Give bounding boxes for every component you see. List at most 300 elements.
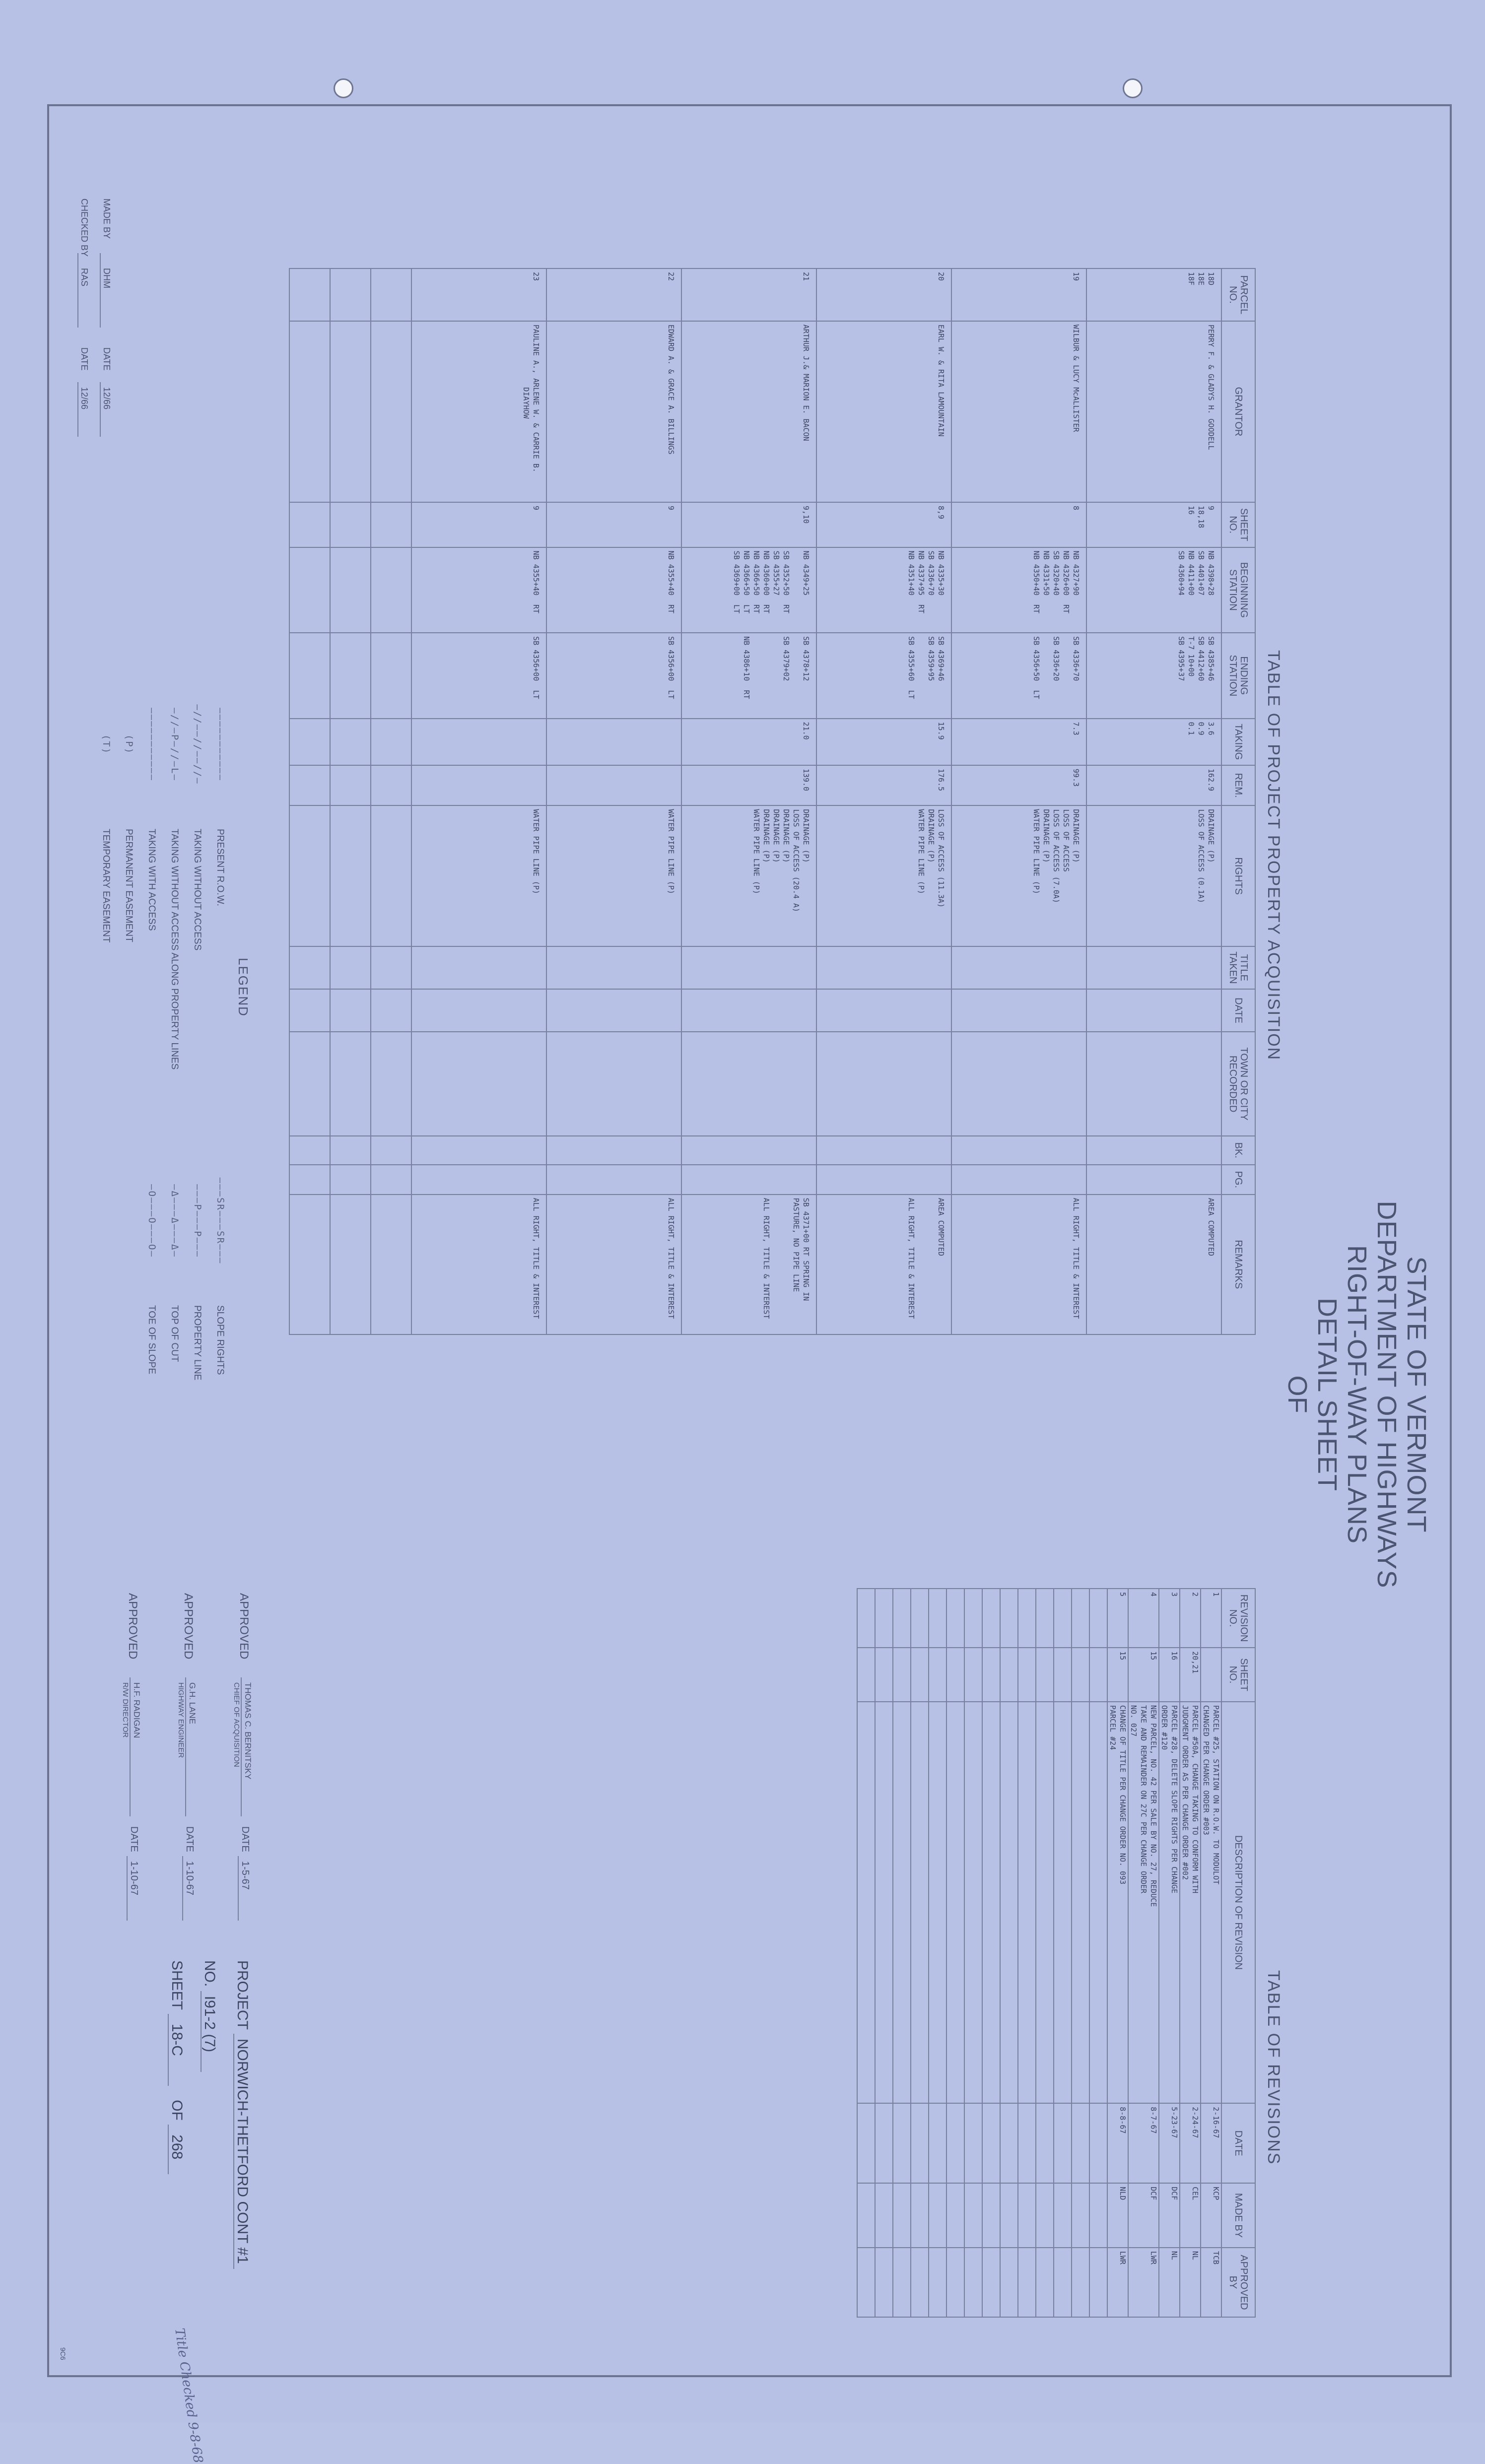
rev-cell-empty [964, 1648, 982, 1702]
legend-title: LEGEND [236, 958, 251, 1017]
acq-col-header: REM. [1221, 765, 1255, 805]
rev-cell-no: 3 [1159, 1589, 1180, 1648]
legend-item [214, 670, 226, 906]
acq-cell-empty [371, 321, 411, 502]
acq-cell-empty [546, 989, 681, 1032]
legend-item [192, 670, 203, 950]
acq-cell-empty [371, 502, 411, 547]
acq-cell-begin: NB 4355+40 RT [411, 547, 546, 633]
acq-cell-empty [371, 805, 411, 946]
rev-cell-desc: PARCEL #28, DELETE SLOPE RIGHTS PER CHANGE ORDER #120 [1159, 1702, 1180, 2103]
project-no-label: NO. [202, 1960, 218, 1987]
rev-cell-empty [911, 1589, 929, 1648]
acq-cell-parcel: 18D 18E 18F [1086, 268, 1221, 321]
acq-cell-empty [1086, 1032, 1221, 1135]
rev-cell-empty [1089, 1648, 1107, 1702]
acq-cell-empty [1086, 1136, 1221, 1165]
acq-col-header: TITLE TAKEN [1221, 946, 1255, 989]
acq-cell-end: SB 4356+00 LT [546, 633, 681, 718]
rev-col-header: REVISION NO. [1221, 1589, 1255, 1648]
rev-cell-empty [1036, 2248, 1054, 2317]
rev-cell-empty [911, 1702, 929, 2103]
legend-symbol: ———SR———SR——— [215, 1177, 226, 1265]
rev-cell-empty [946, 1648, 964, 1702]
rev-cell-empty [946, 1702, 964, 2103]
legend-item [192, 1146, 203, 1380]
acq-cell-empty [411, 989, 546, 1032]
acq-cell-rem: 99.3 [951, 765, 1086, 805]
legend-item [214, 1146, 226, 1375]
rev-blank-row [875, 1589, 893, 2317]
acq-cell-empty [289, 321, 330, 502]
rev-col-header: APPROVED BY [1221, 2248, 1255, 2317]
rev-cell-empty [964, 2183, 982, 2248]
rev-cell-empty [1000, 2183, 1018, 2248]
rev-cell-date: 2-16-67 [1201, 2103, 1221, 2183]
rev-cell-empty [1054, 1702, 1072, 2103]
rev-blank-row [1018, 1589, 1036, 2317]
rev-row [1201, 1589, 1221, 2317]
rev-cell-empty [946, 2103, 964, 2183]
rev-cell-empty [857, 2103, 875, 2183]
acq-blank-row [371, 268, 411, 1334]
rev-cell-empty [1054, 2248, 1072, 2317]
acq-cell-rights: WATER PIPE LINE (P) [546, 805, 681, 946]
acq-cell-rem [411, 765, 546, 805]
acq-cell-empty [371, 765, 411, 805]
legend-label: TAKING WITHOUT ACCESS ALONG PROPERTY LINES [169, 829, 180, 1070]
rev-cell-empty [982, 1589, 1000, 1648]
acq-cell-empty [371, 268, 411, 321]
rev-cell-empty [982, 1702, 1000, 2103]
rev-cell-date: 8-8-67 [1107, 2103, 1128, 2183]
rev-cell-empty [875, 2183, 893, 2248]
acq-cell-empty [681, 946, 816, 989]
acq-cell-sheet: 9 [411, 502, 546, 547]
acq-cell-empty [411, 1032, 546, 1135]
acq-cell-empty [371, 1032, 411, 1135]
acq-cell-rem: 139.0 [681, 765, 816, 805]
rev-cell-empty [982, 2103, 1000, 2183]
acq-row [546, 268, 681, 1334]
rev-cell-no: 2 [1180, 1589, 1201, 1648]
rev-cell-empty [1089, 2103, 1107, 2183]
rev-cell-empty [911, 2248, 929, 2317]
rev-cell-empty [1000, 1648, 1018, 1702]
acq-cell-empty [546, 1165, 681, 1195]
rev-cell-approved: TCB [1201, 2248, 1221, 2317]
acq-cell-parcel: 20 [816, 268, 951, 321]
legend-item [100, 670, 112, 942]
rev-cell-made: KCP [1201, 2183, 1221, 2248]
rev-cell-empty [911, 1648, 929, 1702]
rev-cell-empty [893, 1589, 911, 1648]
rev-cell-empty [1089, 2248, 1107, 2317]
made-by-value: DHM [102, 268, 112, 288]
acq-cell-sheet: 9 [546, 502, 681, 547]
acq-cell-rem: 176.5 [816, 765, 951, 805]
acq-cell-grantor: PAULINE A., ARLENE W. & CARRIE B. DIAYHOW [411, 321, 546, 502]
acq-cell-taking [546, 719, 681, 765]
rev-cell-empty [929, 1702, 946, 2103]
acq-cell-parcel: 23 [411, 268, 546, 321]
acq-col-header: SHEET NO. [1221, 502, 1255, 547]
legend-item [169, 1146, 180, 1362]
acq-cell-begin: NB 4398+28 SB 4401+07 NB 4411+00 SB 4360+94 [1086, 547, 1221, 633]
rev-blank-row [929, 1589, 946, 2317]
acq-cell-empty [289, 989, 330, 1032]
acq-cell-rights: DRAINAGE (P) LOSS OF ACCESS LOSS OF ACCESS (7.0A) DRAINAGE (P) WATER PIPE LINE (P) [951, 805, 1086, 946]
acq-cell-empty [1086, 946, 1221, 989]
handwritten-note: Title Checked 9-8-68 [172, 2327, 205, 2464]
legend-symbol: —O———O———O— [146, 1184, 157, 1258]
acq-cell-parcel: 22 [546, 268, 681, 321]
acq-cell-taking: 7.3 [951, 719, 1086, 765]
acq-cell-empty [951, 946, 1086, 989]
rev-cell-empty [875, 1589, 893, 1648]
approval-label: APPROVED [182, 1593, 195, 1660]
acq-cell-remarks: AREA COMPUTED [1086, 1195, 1221, 1334]
approver-name: H.F. RADIGAN [132, 1682, 141, 1738]
legend-label: PERMANENT EASEMENT [124, 829, 134, 942]
rev-cell-approved: LWR [1128, 2248, 1159, 2317]
rev-cell-empty [875, 2103, 893, 2183]
acq-cell-begin: NB 4355+40 RT [546, 547, 681, 633]
rev-cell-empty [893, 1648, 911, 1702]
rev-cell-empty [982, 2248, 1000, 2317]
rev-cell-empty [1000, 2103, 1018, 2183]
rotated-plan [47, 104, 1452, 2464]
approval-date-label: DATE [129, 1826, 139, 1852]
acq-cell-rem: 162.9 [1086, 765, 1221, 805]
acq-cell-empty [330, 946, 371, 989]
acq-cell-end: SB 4385+46 SB 4412+60 T-7 10+00 SB 4395+37 [1086, 633, 1221, 718]
acq-cell-empty [546, 1136, 681, 1165]
rev-cell-empty [875, 1702, 893, 2103]
acq-cell-empty [289, 805, 330, 946]
rev-cell-empty [893, 1702, 911, 2103]
rev-cell-empty [911, 2103, 929, 2183]
acq-cell-sheet: 8,9 [816, 502, 951, 547]
acq-cell-grantor: ARTHUR J.& MARION E. BACON [681, 321, 816, 502]
acq-cell-empty [816, 1136, 951, 1165]
acq-cell-remarks: ALL RIGHT, TITLE & INTEREST [546, 1195, 681, 1334]
acq-row [1086, 268, 1221, 1334]
rev-cell-empty [1072, 2103, 1089, 2183]
acq-cell-empty [681, 1032, 816, 1135]
rev-cell-sheet: 15 [1107, 1648, 1128, 1702]
rev-cell-empty [1036, 1702, 1054, 2103]
project-name: NORWICH-THETFORD CONT #1 [233, 2034, 251, 2269]
acq-cell-remarks: ALL RIGHT, TITLE & INTEREST [411, 1195, 546, 1334]
acq-cell-parcel: 19 [951, 268, 1086, 321]
acq-cell-empty [330, 989, 371, 1032]
acq-cell-empty [330, 1195, 371, 1334]
rev-blank-row [857, 1589, 875, 2317]
legend-label: TEMPORARY EASEMENT [101, 829, 111, 943]
acq-blank-row [289, 268, 330, 1334]
punch-hole-left [334, 78, 353, 98]
acq-cell-empty [289, 502, 330, 547]
rev-row [1159, 1589, 1180, 2317]
acq-col-header: GRANTOR [1221, 321, 1255, 502]
rev-cell-empty [911, 2183, 929, 2248]
acq-cell-parcel: 21 [681, 268, 816, 321]
acq-cell-rights: WATER PIPE LINE (P) [411, 805, 546, 946]
acq-cell-end: SB 4356+00 LT [411, 633, 546, 718]
acq-cell-end: SB 4378+12 SB 4379+02 NB 4386+10 RT [681, 633, 816, 718]
approval-date: 1-10-67 [129, 1861, 139, 1895]
acq-cell-taking: 15.9 [816, 719, 951, 765]
rev-blank-row [1054, 1589, 1072, 2317]
rev-cell-empty [1089, 2183, 1107, 2248]
rev-cell-empty [857, 2183, 875, 2248]
rev-cell-no: 1 [1201, 1589, 1221, 1648]
corner-mark: 9C6 [59, 2347, 67, 2360]
legend-symbol: —Δ———Δ———Δ— [169, 1184, 180, 1258]
acq-cell-rights: DRAINAGE (P) LOSS OF ACCESS (0.1A) [1086, 805, 1221, 946]
rev-cell-empty [946, 1589, 964, 1648]
rev-blank-row [893, 1589, 911, 2317]
rev-cell-empty [893, 2103, 911, 2183]
acq-cell-empty [951, 1136, 1086, 1165]
legend-symbol: (P) [124, 734, 135, 755]
approval-label: APPROVED [126, 1593, 139, 1660]
acq-col-header: BEGINNING STATION [1221, 547, 1255, 633]
acq-cell-grantor: WILBUR & LUCY McALLISTER [951, 321, 1086, 502]
rev-cell-empty [929, 2183, 946, 2248]
rev-cell-empty [1072, 1589, 1089, 1648]
approval-date: 1-5-67 [240, 1861, 251, 1890]
acq-cell-empty [1086, 1165, 1221, 1195]
rev-cell-empty [1036, 2183, 1054, 2248]
acq-cell-rem [546, 765, 681, 805]
legend-symbol: —//—P—//—L— [169, 708, 180, 781]
title-sheet: DETAIL SHEET [1312, 1297, 1342, 1492]
made-date-label: DATE [102, 347, 112, 371]
legend-label: TOP OF CUT [169, 1305, 180, 1362]
approver-name: G.H. LANE [188, 1682, 197, 1725]
approval-row [206, 1593, 256, 1931]
acq-cell-empty [330, 268, 371, 321]
acq-cell-empty [289, 1136, 330, 1165]
acq-cell-empty [816, 1165, 951, 1195]
rev-cell-empty [1000, 2248, 1018, 2317]
acq-cell-empty [681, 1136, 816, 1165]
approval-date: 1-10-67 [184, 1861, 195, 1895]
acq-cell-taking: 3.6 0.9 0.1 [1086, 719, 1221, 765]
acq-cell-empty [411, 1165, 546, 1195]
acq-cell-taking: 21.0 [681, 719, 816, 765]
rev-cell-empty [1000, 1702, 1018, 2103]
title-dept: DEPARTMENT OF HIGHWAYS [1372, 1200, 1402, 1589]
rev-cell-empty [893, 2183, 911, 2248]
acq-cell-grantor: EARL W. & RITA LAMOUNTAIN [816, 321, 951, 502]
revisions-caption: TABLE OF REVISIONS [1264, 1970, 1283, 2165]
acq-cell-taking [411, 719, 546, 765]
checked-by-label: CHECKED BY [79, 199, 89, 257]
acq-cell-empty [411, 946, 546, 989]
project-label: PROJECT [234, 1960, 251, 2030]
legend-item [123, 670, 135, 942]
acq-cell-empty [816, 989, 951, 1032]
approval-date-label: DATE [184, 1826, 195, 1852]
legend-symbol: ——————————— [146, 708, 157, 781]
project-no: I91-2 (7) [201, 1991, 218, 2072]
approval-date-label: DATE [240, 1826, 251, 1852]
acq-col-header: PG. [1221, 1165, 1255, 1195]
rev-cell-date: 2-24-67 [1180, 2103, 1201, 2183]
rev-cell-empty [982, 1648, 1000, 1702]
acq-cell-empty [546, 1032, 681, 1135]
legend-item [146, 1146, 157, 1374]
title-plans: RIGHT-OF-WAY PLANS [1342, 1245, 1372, 1544]
rev-cell-made: DCF [1128, 2183, 1159, 2248]
rev-cell-empty [1054, 1648, 1072, 1702]
acq-cell-empty [289, 1032, 330, 1135]
rev-cell-empty [1018, 1702, 1036, 2103]
legend-label: TAKING WITH ACCESS [146, 829, 157, 931]
revisions-table [857, 1588, 1256, 2318]
rev-blank-row [1000, 1589, 1018, 2317]
acq-cell-empty [816, 946, 951, 989]
title-of: OF [1282, 1375, 1312, 1414]
rev-cell-empty [929, 1648, 946, 1702]
rev-row [1107, 1589, 1128, 2317]
acq-cell-empty [371, 946, 411, 989]
acq-row [951, 268, 1086, 1334]
acq-cell-remarks: AREA COMPUTED ALL RIGHT, TITLE & INTEREST [816, 1195, 951, 1334]
acq-row [816, 268, 951, 1334]
legend-symbol: —//——//——//— [192, 704, 203, 785]
acq-col-header: BK. [1221, 1136, 1255, 1165]
acq-cell-remarks: ALL RIGHT, TITLE & INTEREST [951, 1195, 1086, 1334]
acq-cell-empty [330, 633, 371, 718]
rev-cell-empty [1036, 1589, 1054, 1648]
acq-cell-empty [330, 502, 371, 547]
made-date-value: 12/66 [102, 387, 112, 410]
rev-blank-row [1072, 1589, 1089, 2317]
acq-cell-empty [371, 1165, 411, 1195]
acq-cell-empty [330, 1032, 371, 1135]
rev-cell-empty [929, 2103, 946, 2183]
acq-cell-empty [681, 989, 816, 1032]
rev-blank-row [1089, 1589, 1107, 2317]
acq-cell-empty [330, 321, 371, 502]
acq-col-header: ENDING STATION [1221, 633, 1255, 718]
acq-cell-empty [371, 633, 411, 718]
acq-cell-empty [1086, 989, 1221, 1032]
acq-cell-empty [289, 268, 330, 321]
acq-cell-empty [289, 633, 330, 718]
rev-cell-desc: PARCEL #25, STATION ON R.O.W. TO MODULOT CHANGED PER CHANGE ORDER #003 [1201, 1702, 1221, 2103]
rev-cell-empty [1054, 2103, 1072, 2183]
acq-col-header: TOWN OR CITY RECORDED [1221, 1032, 1255, 1135]
checked-date-label: DATE [79, 347, 89, 371]
made-by-label: MADE BY [102, 199, 112, 239]
rev-cell-empty [1018, 1648, 1036, 1702]
acq-cell-sheet: 8 [951, 502, 1086, 547]
acq-cell-rights: DRAINAGE (P) LOSS OF ACCESS (20.4 A) DRAINAGE (P) DRAINAGE (P) DRAINAGE (P) WATER PIPE LINE (P) [681, 805, 816, 946]
acq-cell-empty [330, 547, 371, 633]
rev-blank-row [911, 1589, 929, 2317]
rev-blank-row [1036, 1589, 1054, 2317]
acq-blank-row [330, 268, 371, 1334]
rev-cell-empty [857, 1648, 875, 1702]
rev-cell-empty [929, 2248, 946, 2317]
checked-by-value: RAS [79, 268, 89, 287]
rev-cell-empty [1054, 1589, 1072, 1648]
rev-cell-empty [1018, 2248, 1036, 2317]
rev-cell-no: 5 [1107, 1589, 1128, 1648]
acquisition-table [289, 268, 1256, 1335]
rev-blank-row [982, 1589, 1000, 2317]
legend-symbol: ———P———P——— [192, 1184, 203, 1258]
rev-cell-empty [1089, 1702, 1107, 2103]
approval-label: APPROVED [237, 1593, 251, 1660]
acq-cell-empty [289, 765, 330, 805]
rev-col-header: DATE [1221, 2103, 1255, 2183]
rev-cell-approved: LWR [1107, 2248, 1128, 2317]
acq-cell-empty [816, 1032, 951, 1135]
approver-name: THOMAS C. BERNITSKY [243, 1682, 253, 1780]
acq-cell-grantor: PERRY F. & GLADYS H. GOODELL [1086, 321, 1221, 502]
rev-cell-empty [1000, 1589, 1018, 1648]
rev-cell-date: 8-7-67 [1128, 2103, 1159, 2183]
acq-cell-empty [371, 547, 411, 633]
rev-blank-row [946, 1589, 964, 2317]
acq-cell-empty [289, 719, 330, 765]
acq-cell-empty [371, 989, 411, 1032]
sheet-total: 268 [168, 2125, 185, 2174]
rev-cell-made: CEL [1180, 2183, 1201, 2248]
rev-cell-empty [875, 2248, 893, 2317]
title-state: STATE OF VERMONT [1402, 1256, 1431, 1533]
legend-item [169, 670, 180, 1069]
acq-cell-begin: NB 4327+90 NB 4326+00 RT SB 4320+40 NB 4331+50 NB 4350+40 RT [951, 547, 1086, 633]
acq-cell-end: SB 4369+46 SB 4359+95 SB 4355+60 LT [816, 633, 951, 718]
rev-cell-empty [893, 2248, 911, 2317]
rev-cell-empty [1018, 2103, 1036, 2183]
rev-cell-date: 5-23-67 [1159, 2103, 1180, 2183]
acq-cell-empty [330, 1165, 371, 1195]
rev-cell-empty [1036, 2103, 1054, 2183]
rev-cell-empty [1018, 2183, 1036, 2248]
rev-col-header: DESCRIPTION OF REVISION [1221, 1702, 1255, 2103]
acq-row [411, 268, 546, 1334]
sheet-label: SHEET [169, 1960, 185, 2010]
rev-cell-empty [1036, 1648, 1054, 1702]
acq-cell-begin: NB 4335+30 SB 4336+70 NB 4337+95 RT NB 4351+40 [816, 547, 951, 633]
acq-cell-empty [289, 1165, 330, 1195]
legend-symbol: ——————————— [215, 708, 226, 781]
acq-cell-empty [289, 1195, 330, 1334]
rev-cell-empty [1072, 1648, 1089, 1702]
approver-title: HIGHWAY ENGINEER [177, 1682, 185, 1758]
rev-cell-empty [946, 2248, 964, 2317]
checked-date-value: 12/66 [79, 387, 89, 410]
rev-cell-made: NLD [1107, 2183, 1128, 2248]
rev-cell-empty [964, 2248, 982, 2317]
acq-cell-end: SB 4336+70 SB 4336+20 SB 4356+50 LT [951, 633, 1086, 718]
legend-label: SLOPE RIGHTS [215, 1305, 225, 1375]
rev-cell-empty [857, 2248, 875, 2317]
rev-cell-approved: NL [1180, 2248, 1201, 2317]
rev-col-header: SHEET NO. [1221, 1648, 1255, 1702]
acq-cell-empty [371, 1136, 411, 1165]
approval-row [95, 1593, 144, 1931]
rev-cell-empty [982, 2183, 1000, 2248]
